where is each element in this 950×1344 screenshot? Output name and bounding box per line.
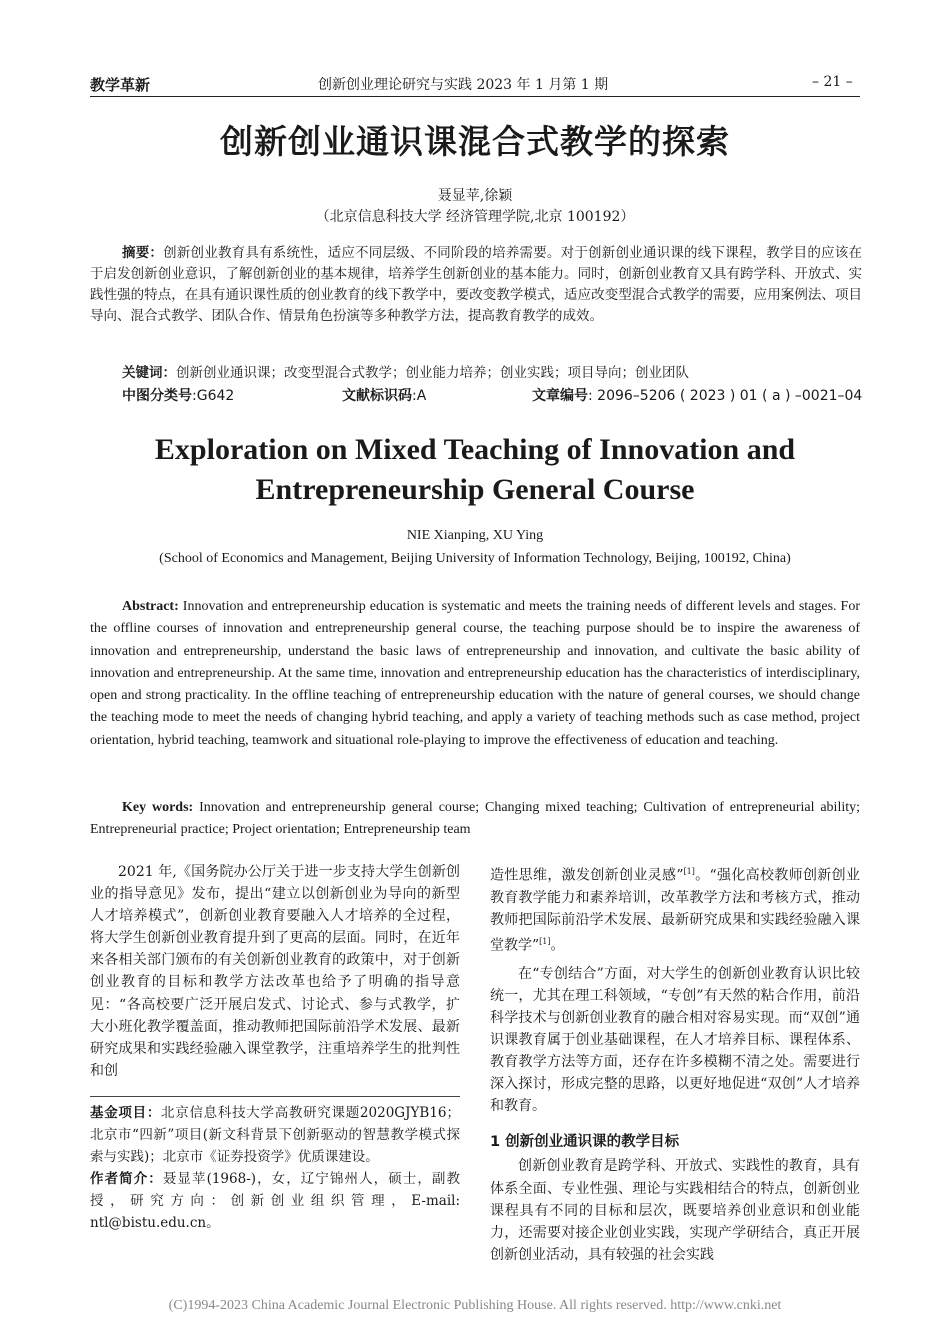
abstract-cn-label: 摘要： xyxy=(122,245,164,261)
clc-value: :G642 xyxy=(192,388,235,404)
page-number: – 21 – xyxy=(812,74,853,90)
body-text: 。 xyxy=(550,937,565,954)
keywords-en-label: Key words: xyxy=(122,800,194,815)
keywords-cn-text: 创新创业通识课；改变型混合式教学；创业能力培养；创业实践；项目导向；创业团队 xyxy=(176,365,689,381)
keywords-cn-label: 关键词： xyxy=(122,365,176,381)
fund-text: 北京信息科技大学高教研究课题2020GJYB16；北京市“四新”项目(新文科背景下创新驱动的智慧教学模式探索与实践)；北京市《证券投资学》优质课建设。 xyxy=(90,1105,460,1165)
paper-title-en: Exploration on Mixed Teaching of Innovation and Entrepreneurship General Course xyxy=(154,433,796,506)
document-code xyxy=(342,385,426,405)
article-label: 文章编号 xyxy=(532,388,588,404)
author-text: 聂显苹(1968-)，女，辽宁锦州人，硕士，副教授，研究方向：创新创业组织管理，E-mail: ntl@bistu.edu.cn。 xyxy=(90,1171,461,1231)
article-value: : 2096–5206 ( 2023 ) 01 ( a ) –0021–04 xyxy=(588,388,863,404)
abstract-cn xyxy=(90,243,862,327)
abstract-cn-text: 创新创业教育具有系统性，适应不同层级、不同阶段的培养需要。对于创新创业通识课的线下课程，教学目的应该在于启发创新创业意识，了解创新创业的基本规律，培养学生创新创业的基本能力。同时，创新创业教育又具有跨学科、开放式、实践性强的特点，在具有通识课性质的创业教育的线下教学中，要改变教学模式，适应改变型混合式教学的需要，应用案例法、项目导向、混合式教学、团队合作、情景角色扮演等多种教学方法，提高教育教学的成效。 xyxy=(90,245,863,324)
header-divider xyxy=(90,96,860,97)
author-note xyxy=(90,1168,460,1234)
abstract-en xyxy=(90,596,860,752)
citation: [1] xyxy=(683,867,695,876)
affiliation-en: (School of Economics and Management, Beijing University of Information Technology, Beijing, 100192, China) xyxy=(159,551,791,566)
body-text: 。“强化高校教师创新创业教育教学能力和素养培训，改革教学方法和考核方式，推动教师把国际前沿学术发展、最新研究成果和实践经验融入课堂教学” xyxy=(490,867,860,954)
doc-value: :A xyxy=(412,388,427,404)
section-label: 教学革新 xyxy=(90,76,151,94)
section-heading: 1 创新创业通识课的教学目标 xyxy=(490,1134,680,1151)
body-text: 造性思维，激发创新创业灵感” xyxy=(490,867,684,884)
authors-en: NIE Xianping, XU Ying xyxy=(406,528,544,543)
copyright-notice: (C)1994-2023 China Academic Journal Electronic Publishing House. All rights reserved. http://www.cnki.net xyxy=(168,1298,782,1313)
body-paragraph: 创新创业教育是跨学科、开放式、实践性的教育，具有体系全面、专业性强、理论与实践相结合的特点，创新创业课程具有不同的目标和层次，既要培养创业意识和创业能力，还需要对接企业创业实践，实现产学研结合，真正开展创新创业活动，具有较强的社会实践 xyxy=(490,1158,860,1263)
fund-note xyxy=(90,1102,460,1168)
fund-label: 基金项目： xyxy=(90,1105,162,1121)
body-paragraph xyxy=(490,861,860,957)
clc-number xyxy=(122,385,234,405)
footnote-divider xyxy=(90,1096,460,1097)
body-right-column xyxy=(490,861,860,1266)
article-number xyxy=(532,385,862,405)
footnote xyxy=(90,1102,460,1234)
keywords-en xyxy=(90,797,860,842)
abstract-en-text: Innovation and entrepreneurship education is systematic and meets the training needs of different levels and stages. For the offline courses of innovation and entrepreneurship general course, the teaching purpose should be to inspire the awareness of innovation and entrepreneurship, understand the basic laws of entrepreneurship and innovation, and cultivate the basic ability of innovation and entrepreneurship. At the same time, innovation and entrepreneurship education has the characteristics of interdisciplinary, open and strong practicality. In the offline teaching of entrepreneurship education with the nature of general courses, we should change the teaching mode to meet the needs of changing hybrid teaching, and apply a variety of teaching methods such as case method, project orientation, hybrid teaching, teamwork and situational role-playing to improve the effectiveness of education and teaching. xyxy=(90,599,861,748)
keywords-en-text: Innovation and entrepreneurship general course; Changing mixed teaching; Cultivation of entrepreneurial ability; Entrepreneurial practice; Project orientation; Entrepreneurship team xyxy=(90,800,861,838)
clc-label: 中图分类号 xyxy=(122,388,192,404)
keywords-cn xyxy=(122,361,862,381)
affiliation-cn: （北京信息科技大学 经济管理学院,北京 100192） xyxy=(315,209,635,225)
author-label: 作者简介： xyxy=(90,1171,163,1187)
journal-info: 创新创业理论研究与实践 2023 年 1 月第 1 期 xyxy=(318,77,609,93)
doc-label: 文献标识码 xyxy=(342,388,412,404)
abstract-en-label: Abstract: xyxy=(122,599,179,614)
authors-cn: 聂显苹,徐颖 xyxy=(437,188,513,204)
body-paragraph: 2021 年,《国务院办公厅关于进一步支持大学生创新创业的指导意见》发布，提出“建立以创新创业为导向的新型人才培养模式”，创新创业教育要融入人才培养的全过程，将大学生创新创业教育提升到了更高的层面。同时，在近年来各相关部门颁布的有关创新创业教育的政策中，对于创新创业教育的目标和教学方法改革也给予了明确的指导意见：“各高校要广泛开展启发式、讨论式、参与式教学，扩大小班化教学覆盖面，推动教师把国际前沿学术发展、最新研究成果和实践经验融入课堂教学，注重培养学生的批判性和创 xyxy=(90,864,460,1079)
paper-title-cn: 创新创业通识课混合式教学的探索 xyxy=(220,122,730,161)
body-left-column xyxy=(90,861,460,1082)
body-paragraph: 在“专创结合”方面，对大学生的创新创业教育认识比较统一，尤其在理工科领域，“专创”有天然的粘合作用，前沿科学技术与创新创业教育的融合相对容易实现。而“双创”通识课教育属于创业基础课程，在人才培养目标、课程体系、教育教学方法等方面，还存在许多模糊不清之处。需要进行深入探讨，形成完整的思路，以更好地促进“双创”人才培养和教育。 xyxy=(490,965,860,1115)
citation: [1] xyxy=(539,936,551,946)
